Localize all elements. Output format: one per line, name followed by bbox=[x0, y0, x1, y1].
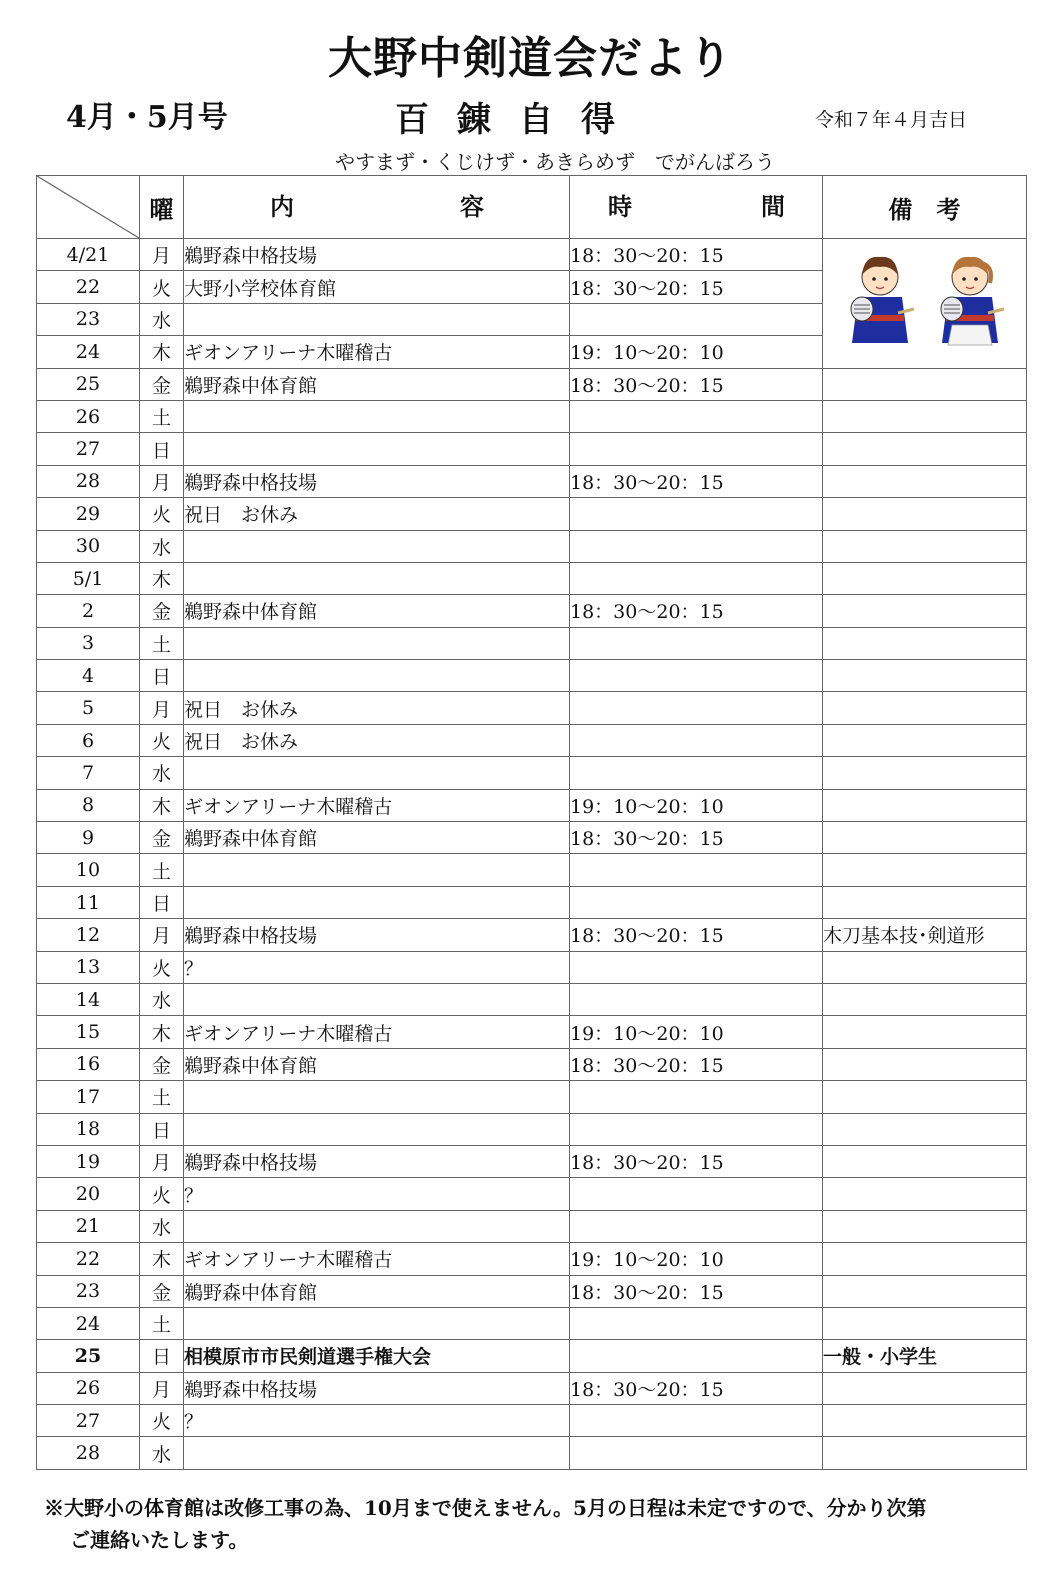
footer-note bbox=[44, 1492, 927, 1556]
row-date: 27 bbox=[37, 433, 140, 465]
row-date: 7 bbox=[37, 757, 140, 789]
row-time: 18：30〜20：15 bbox=[570, 1372, 823, 1404]
row-weekday: 日 bbox=[140, 433, 184, 465]
row-weekday: 日 bbox=[140, 886, 184, 918]
row-weekday: 月 bbox=[140, 1145, 184, 1177]
schedule-body bbox=[37, 239, 1027, 1470]
row-note bbox=[823, 983, 1027, 1015]
row-content: 鵜野森中体育館 bbox=[184, 595, 570, 627]
row-content bbox=[184, 1113, 570, 1145]
row-weekday: 水 bbox=[140, 983, 184, 1015]
row-content bbox=[184, 886, 570, 918]
footer-line-2: ご連絡いたします。 bbox=[70, 1528, 249, 1552]
row-note bbox=[823, 1275, 1027, 1307]
row-content bbox=[184, 433, 570, 465]
row-date: 23 bbox=[37, 303, 140, 335]
row-time bbox=[570, 1405, 823, 1437]
row-weekday: 日 bbox=[140, 1340, 184, 1372]
row-note bbox=[823, 562, 1027, 594]
row-date: 17 bbox=[37, 1081, 140, 1113]
row-date: 26 bbox=[37, 1372, 140, 1404]
row-note bbox=[823, 692, 1027, 724]
row-date: 19 bbox=[37, 1145, 140, 1177]
row-time bbox=[570, 757, 823, 789]
row-note bbox=[823, 1016, 1027, 1048]
row-date: 6 bbox=[37, 724, 140, 756]
row-weekday: 木 bbox=[140, 1243, 184, 1275]
row-time bbox=[570, 1113, 823, 1145]
row-weekday: 木 bbox=[140, 562, 184, 594]
row-time: 18：30〜20：15 bbox=[570, 1275, 823, 1307]
row-note bbox=[823, 595, 1027, 627]
row-weekday: 金 bbox=[140, 822, 184, 854]
row-note bbox=[823, 433, 1027, 465]
row-date: 29 bbox=[37, 498, 140, 530]
row-date: 14 bbox=[37, 983, 140, 1015]
table-row bbox=[37, 1145, 1027, 1177]
row-weekday: 水 bbox=[140, 757, 184, 789]
table-row bbox=[37, 433, 1027, 465]
row-time: 19：10〜20：10 bbox=[570, 1243, 823, 1275]
row-content: 鵜野森中体育館 bbox=[184, 822, 570, 854]
row-date: 8 bbox=[37, 789, 140, 821]
row-time: 18：30〜20：15 bbox=[570, 595, 823, 627]
row-note bbox=[823, 1210, 1027, 1242]
row-note bbox=[823, 724, 1027, 756]
row-date: 26 bbox=[37, 400, 140, 432]
row-content bbox=[184, 757, 570, 789]
row-date: 5 bbox=[37, 692, 140, 724]
table-row bbox=[37, 1113, 1027, 1145]
row-date: 24 bbox=[37, 336, 140, 368]
row-weekday: 木 bbox=[140, 336, 184, 368]
row-date: 18 bbox=[37, 1113, 140, 1145]
row-note bbox=[823, 530, 1027, 562]
row-note bbox=[823, 465, 1027, 497]
row-date: 28 bbox=[37, 1437, 140, 1469]
row-weekday: 土 bbox=[140, 627, 184, 659]
table-row bbox=[37, 1340, 1027, 1372]
row-time bbox=[570, 303, 823, 335]
row-date: 30 bbox=[37, 530, 140, 562]
row-weekday: 金 bbox=[140, 1275, 184, 1307]
table-row bbox=[37, 1275, 1027, 1307]
row-content bbox=[184, 1437, 570, 1469]
row-time bbox=[570, 951, 823, 983]
row-weekday: 土 bbox=[140, 1081, 184, 1113]
row-note bbox=[823, 1437, 1027, 1469]
row-content: ？ bbox=[184, 1178, 570, 1210]
header-row bbox=[37, 176, 1027, 239]
row-date: 15 bbox=[37, 1016, 140, 1048]
row-time bbox=[570, 530, 823, 562]
row-time bbox=[570, 692, 823, 724]
row-date: 21 bbox=[37, 1210, 140, 1242]
row-weekday: 水 bbox=[140, 530, 184, 562]
row-time: 18：30〜20：15 bbox=[570, 1048, 823, 1080]
row-content bbox=[184, 400, 570, 432]
row-note: 木刀基本技･剣道形 bbox=[823, 919, 1027, 951]
table-row bbox=[37, 595, 1027, 627]
row-weekday: 月 bbox=[140, 465, 184, 497]
row-weekday: 火 bbox=[140, 724, 184, 756]
header-note: 備 考 bbox=[823, 176, 1027, 239]
row-time: 18：30〜20：15 bbox=[570, 271, 823, 303]
row-content bbox=[184, 660, 570, 692]
table-row bbox=[37, 368, 1027, 400]
row-date: 5/1 bbox=[37, 562, 140, 594]
row-content: 祝日 お休み bbox=[184, 498, 570, 530]
row-weekday: 火 bbox=[140, 951, 184, 983]
row-date: 24 bbox=[37, 1307, 140, 1339]
table-row bbox=[37, 724, 1027, 756]
table-row bbox=[37, 498, 1027, 530]
table-row bbox=[37, 854, 1027, 886]
table-row bbox=[37, 1437, 1027, 1469]
row-weekday: 水 bbox=[140, 1210, 184, 1242]
header-diagonal-cell bbox=[37, 176, 140, 239]
row-content: ギオンアリーナ木曜稽古 bbox=[184, 789, 570, 821]
row-time: 19：10〜20：10 bbox=[570, 789, 823, 821]
row-date: 9 bbox=[37, 822, 140, 854]
row-content: 鵜野森中格技場 bbox=[184, 465, 570, 497]
row-content bbox=[184, 562, 570, 594]
table-row bbox=[37, 562, 1027, 594]
row-content bbox=[184, 1210, 570, 1242]
row-weekday: 月 bbox=[140, 692, 184, 724]
header-time-b: 間 bbox=[761, 191, 785, 221]
row-note bbox=[823, 498, 1027, 530]
row-note bbox=[823, 660, 1027, 692]
row-time: 18：30〜20：15 bbox=[570, 368, 823, 400]
row-time bbox=[570, 983, 823, 1015]
table-row bbox=[37, 465, 1027, 497]
row-weekday: 土 bbox=[140, 400, 184, 432]
header-time bbox=[570, 176, 823, 239]
table-row bbox=[37, 239, 1027, 271]
table-row bbox=[37, 1405, 1027, 1437]
table-row bbox=[37, 692, 1027, 724]
row-time bbox=[570, 498, 823, 530]
row-time bbox=[570, 1437, 823, 1469]
row-time bbox=[570, 433, 823, 465]
row-time bbox=[570, 1178, 823, 1210]
table-row bbox=[37, 886, 1027, 918]
header-time-a: 時 bbox=[608, 191, 632, 221]
header-content-a: 内 bbox=[270, 191, 294, 221]
row-date: 2 bbox=[37, 595, 140, 627]
row-date: 25 bbox=[37, 1340, 140, 1372]
row-time: 18：30〜20：15 bbox=[570, 1145, 823, 1177]
row-date: 20 bbox=[37, 1178, 140, 1210]
row-content bbox=[184, 854, 570, 886]
table-row bbox=[37, 1372, 1027, 1404]
issue-label: 4月・5月号 bbox=[66, 100, 228, 135]
row-time bbox=[570, 562, 823, 594]
row-time: 19：10〜20：10 bbox=[570, 336, 823, 368]
table-row bbox=[37, 660, 1027, 692]
row-content: 鵜野森中格技場 bbox=[184, 919, 570, 951]
row-date: 10 bbox=[37, 854, 140, 886]
row-weekday: 月 bbox=[140, 1372, 184, 1404]
row-date: 13 bbox=[37, 951, 140, 983]
row-note bbox=[823, 1048, 1027, 1080]
row-weekday: 火 bbox=[140, 271, 184, 303]
row-weekday: 木 bbox=[140, 1016, 184, 1048]
row-weekday: 金 bbox=[140, 595, 184, 627]
row-time bbox=[570, 627, 823, 659]
row-time bbox=[570, 724, 823, 756]
row-time: 18：30〜20：15 bbox=[570, 465, 823, 497]
table-row bbox=[37, 789, 1027, 821]
row-note bbox=[823, 1113, 1027, 1145]
row-note bbox=[823, 1405, 1027, 1437]
issue-date: 令和７年４月吉日 bbox=[815, 109, 968, 131]
row-weekday: 水 bbox=[140, 1437, 184, 1469]
row-date: 12 bbox=[37, 919, 140, 951]
row-note bbox=[823, 1243, 1027, 1275]
newsletter-title: 大野中剣道会だより bbox=[328, 33, 733, 84]
row-weekday: 月 bbox=[140, 919, 184, 951]
schedule-table bbox=[36, 175, 1027, 1470]
table-row bbox=[37, 1081, 1027, 1113]
row-weekday: 火 bbox=[140, 498, 184, 530]
row-content: ？ bbox=[184, 951, 570, 983]
table-row bbox=[37, 627, 1027, 659]
row-time bbox=[570, 1081, 823, 1113]
row-time bbox=[570, 854, 823, 886]
row-date: 11 bbox=[37, 886, 140, 918]
row-content: ギオンアリーナ木曜稽古 bbox=[184, 1243, 570, 1275]
footer-line-1: ※大野小の体育館は改修工事の為、10月まで使えません。5月の日程は未定ですので、分かり次第 bbox=[44, 1496, 927, 1520]
row-content: 大野小学校体育館 bbox=[184, 271, 570, 303]
row-content: 鵜野森中体育館 bbox=[184, 1275, 570, 1307]
row-time: 18：30〜20：15 bbox=[570, 919, 823, 951]
row-date: 22 bbox=[37, 271, 140, 303]
row-weekday: 月 bbox=[140, 239, 184, 271]
kendo-kids-illustration-cell bbox=[823, 239, 1027, 369]
row-content bbox=[184, 627, 570, 659]
row-weekday: 木 bbox=[140, 789, 184, 821]
row-time bbox=[570, 400, 823, 432]
row-note bbox=[823, 400, 1027, 432]
row-note bbox=[823, 1372, 1027, 1404]
row-note bbox=[823, 789, 1027, 821]
row-weekday: 日 bbox=[140, 1113, 184, 1145]
motto: 百錬自得 bbox=[395, 100, 643, 140]
table-row bbox=[37, 1016, 1027, 1048]
row-note bbox=[823, 1145, 1027, 1177]
row-weekday: 火 bbox=[140, 1405, 184, 1437]
table-row bbox=[37, 822, 1027, 854]
row-note bbox=[823, 757, 1027, 789]
row-content bbox=[184, 1081, 570, 1113]
row-weekday: 金 bbox=[140, 368, 184, 400]
row-note bbox=[823, 1178, 1027, 1210]
table-row bbox=[37, 1307, 1027, 1339]
row-weekday: 土 bbox=[140, 1307, 184, 1339]
row-note bbox=[823, 1081, 1027, 1113]
row-content: 祝日 お休み bbox=[184, 692, 570, 724]
row-note bbox=[823, 1307, 1027, 1339]
table-row bbox=[37, 1048, 1027, 1080]
row-date: 23 bbox=[37, 1275, 140, 1307]
row-note bbox=[823, 854, 1027, 886]
table-row bbox=[37, 919, 1027, 951]
table-row bbox=[37, 757, 1027, 789]
row-content: 相模原市市民剣道選手権大会 bbox=[184, 1340, 570, 1372]
row-time: 19：10〜20：10 bbox=[570, 1016, 823, 1048]
row-content: 鵜野森中体育館 bbox=[184, 1048, 570, 1080]
row-content bbox=[184, 303, 570, 335]
slogan: やすまず・くじけず・あきらめず でがんばろう bbox=[335, 150, 775, 174]
row-date: 25 bbox=[37, 368, 140, 400]
row-weekday: 土 bbox=[140, 854, 184, 886]
row-time bbox=[570, 660, 823, 692]
row-content: ギオンアリーナ木曜稽古 bbox=[184, 1016, 570, 1048]
row-date: 4 bbox=[37, 660, 140, 692]
row-time bbox=[570, 1307, 823, 1339]
row-time bbox=[570, 1340, 823, 1372]
row-weekday: 日 bbox=[140, 660, 184, 692]
row-date: 4/21 bbox=[37, 239, 140, 271]
row-content: 鵜野森中格技場 bbox=[184, 1372, 570, 1404]
row-content: 鵜野森中体育館 bbox=[184, 368, 570, 400]
row-date: 22 bbox=[37, 1243, 140, 1275]
row-date: 3 bbox=[37, 627, 140, 659]
row-content: ？ bbox=[184, 1405, 570, 1437]
row-time: 18：30〜20：15 bbox=[570, 822, 823, 854]
row-date: 28 bbox=[37, 465, 140, 497]
row-content bbox=[184, 530, 570, 562]
row-content bbox=[184, 1307, 570, 1339]
header-content bbox=[184, 176, 570, 239]
table-row bbox=[37, 1178, 1027, 1210]
row-weekday: 金 bbox=[140, 1048, 184, 1080]
row-note bbox=[823, 886, 1027, 918]
row-content bbox=[184, 983, 570, 1015]
row-note bbox=[823, 368, 1027, 400]
header-content-b: 容 bbox=[460, 191, 484, 221]
header-dow: 曜 bbox=[140, 176, 184, 239]
table-row bbox=[37, 530, 1027, 562]
table-row bbox=[37, 951, 1027, 983]
row-content: 祝日 お休み bbox=[184, 724, 570, 756]
table-row bbox=[37, 400, 1027, 432]
row-content: ギオンアリーナ木曜稽古 bbox=[184, 336, 570, 368]
row-note bbox=[823, 822, 1027, 854]
kendo-kids-illustration bbox=[830, 253, 1020, 349]
row-note bbox=[823, 951, 1027, 983]
row-note bbox=[823, 627, 1027, 659]
table-row bbox=[37, 1243, 1027, 1275]
row-content: 鵜野森中格技場 bbox=[184, 1145, 570, 1177]
row-weekday: 火 bbox=[140, 1178, 184, 1210]
table-row bbox=[37, 1210, 1027, 1242]
row-time bbox=[570, 1210, 823, 1242]
row-note: 一般・小学生 bbox=[823, 1340, 1027, 1372]
row-time bbox=[570, 886, 823, 918]
row-content: 鵜野森中格技場 bbox=[184, 239, 570, 271]
row-weekday: 水 bbox=[140, 303, 184, 335]
row-date: 16 bbox=[37, 1048, 140, 1080]
row-time: 18：30〜20：15 bbox=[570, 239, 823, 271]
table-row bbox=[37, 983, 1027, 1015]
row-date: 27 bbox=[37, 1405, 140, 1437]
